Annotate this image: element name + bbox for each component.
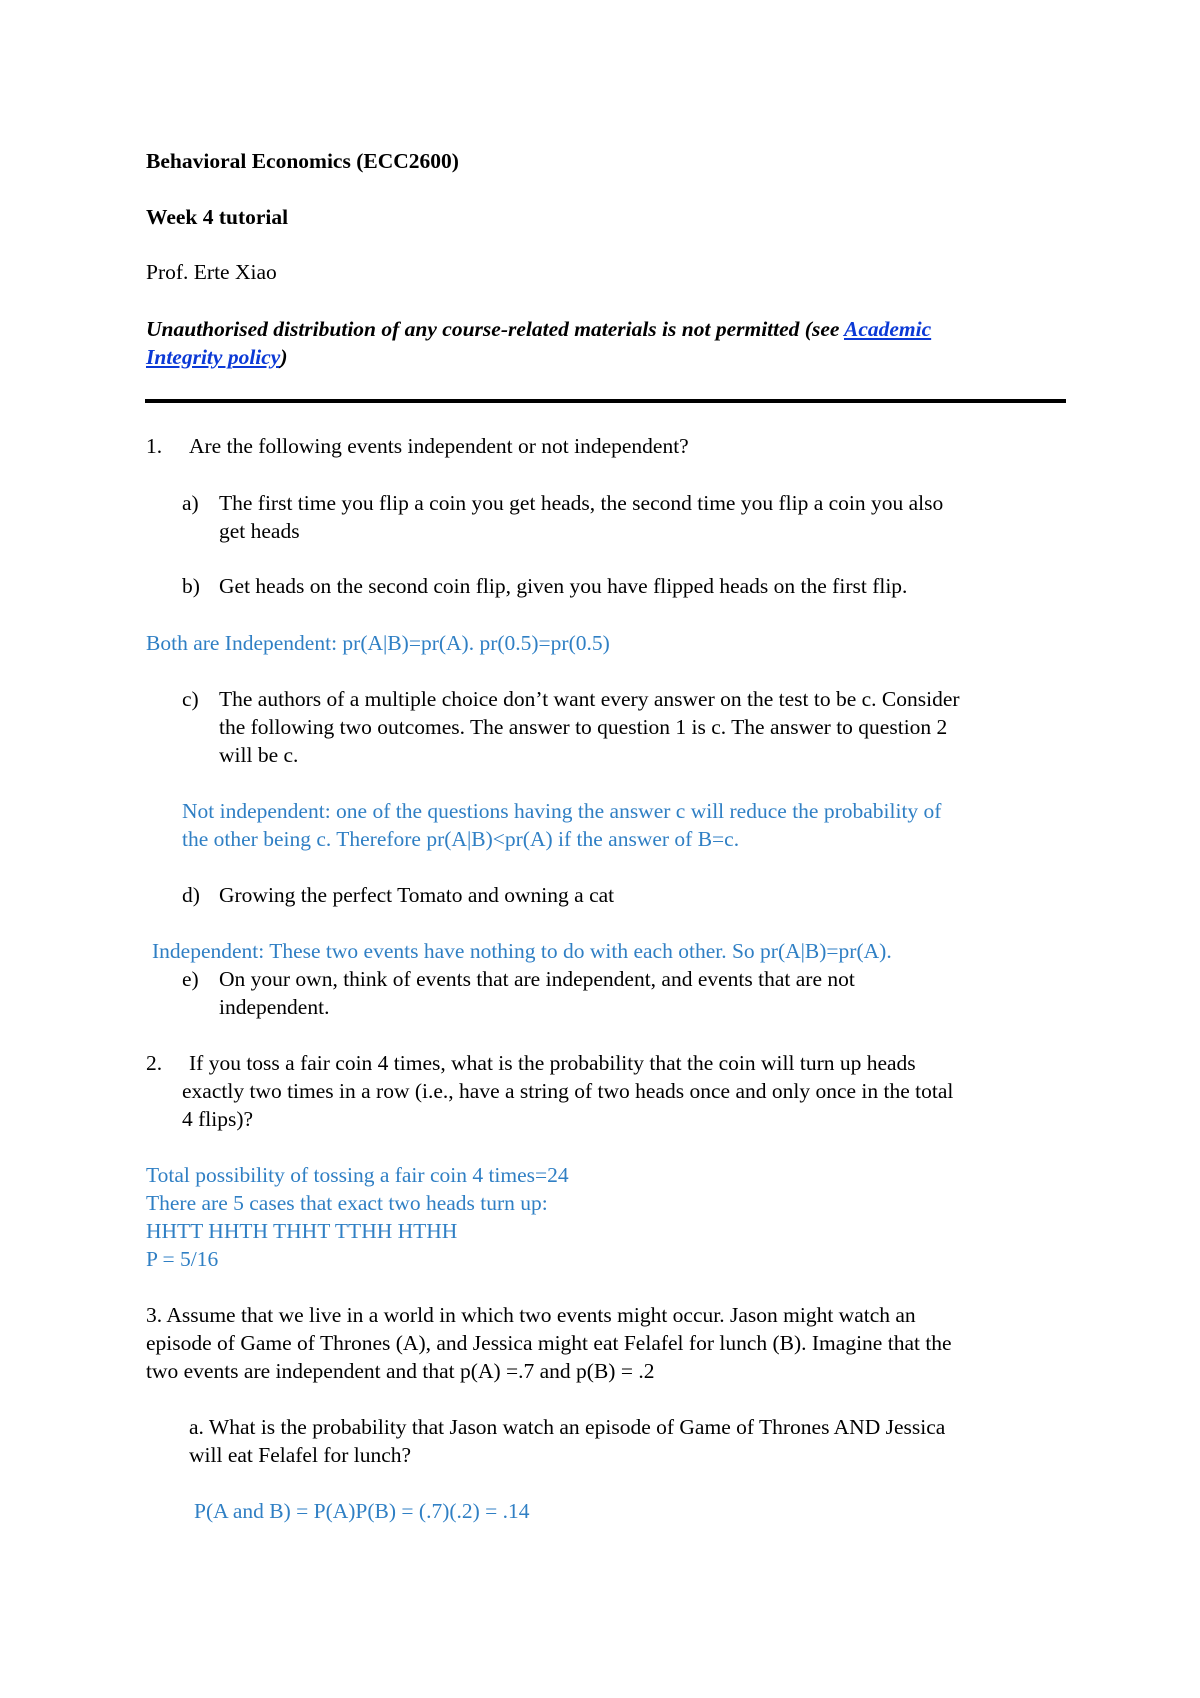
q3a-answer: P(A and B) = P(A)P(B) = (.7)(.2) = .14	[194, 1499, 530, 1523]
q1b-label: b)	[182, 574, 200, 598]
q1d-answer: Independent: These two events have nothing to do with each other. So pr(A|B)=pr(A).	[152, 939, 892, 963]
q2-number: 2.	[146, 1051, 163, 1075]
q2-text-line3: 4 flips)?	[182, 1107, 254, 1131]
notice-text: Unauthorised distribution of any course-related materials is not permitted (see	[146, 317, 844, 341]
q1c-answer-line2: the other being c. Therefore pr(A|B)<pr(A) if the answer of B=c.	[182, 827, 740, 851]
distribution-notice	[146, 315, 931, 343]
q1ab-answer: Both are Independent: pr(A|B)=pr(A). pr(0.5)=pr(0.5)	[146, 631, 610, 655]
q2-answer-line2: There are 5 cases that exact two heads turn up:	[146, 1191, 548, 1215]
q1-text: Are the following events independent or not independent?	[189, 434, 689, 458]
q1c-answer-line1: Not independent: one of the questions having the answer c will reduce the probability of	[182, 799, 942, 823]
q1-number: 1.	[146, 434, 163, 458]
q1a-label: a)	[182, 491, 199, 515]
academic-integrity-link-part1[interactable]: Academic	[843, 317, 932, 341]
q3-text-line3: two events are independent and that p(A) =.7 and p(B) = .2	[146, 1359, 655, 1383]
q1e-text-line1: On your own, think of events that are independent, and events that are not	[219, 967, 855, 991]
q1c-label: c)	[182, 687, 199, 711]
q3-text-line1: 3. Assume that we live in a world in which two events might occur. Jason might watch an	[146, 1303, 916, 1327]
notice-end: )	[280, 345, 288, 369]
q1a-text-line1: The first time you flip a coin you get heads, the second time you flip a coin you also	[219, 491, 944, 515]
q1d-text: Growing the perfect Tomato and owning a cat	[219, 883, 615, 907]
q1b-text: Get heads on the second coin flip, given you have flipped heads on the first flip.	[219, 574, 908, 598]
q1c-text-line1: The authors of a multiple choice don’t want every answer on the test to be c. Consider	[219, 687, 960, 711]
q2-text-line1: If you toss a fair coin 4 times, what is the probability that the coin will turn up heads	[189, 1051, 916, 1075]
q1c-text-line2: the following two outcomes. The answer to question 1 is c. The answer to question 2	[219, 715, 948, 739]
q2-answer-line4: P = 5/16	[146, 1247, 219, 1271]
q3a-text-line2: will eat Felafel for lunch?	[189, 1443, 412, 1467]
q2-answer-line1: Total possibility of tossing a fair coin 4 times=24	[146, 1163, 569, 1187]
professor-name: Prof. Erte Xiao	[146, 260, 277, 284]
academic-integrity-link-part2[interactable]: Integrity policy	[146, 345, 281, 369]
horizontal-rule	[145, 399, 1066, 403]
q1e-text-line2: independent.	[219, 995, 330, 1019]
q2-text-line2: exactly two times in a row (i.e., have a string of two heads once and only once in the total	[182, 1079, 954, 1103]
q1e-label: e)	[182, 967, 199, 991]
distribution-notice-line2	[146, 343, 288, 371]
q3a-text-line1: a. What is the probability that Jason watch an episode of Game of Thrones AND Jessica	[189, 1415, 946, 1439]
q1c-text-line3: will be c.	[219, 743, 299, 767]
q1d-label: d)	[182, 883, 200, 907]
week-heading: Week 4 tutorial	[146, 205, 289, 229]
q1a-text-line2: get heads	[219, 519, 300, 543]
course-title: Behavioral Economics (ECC2600)	[146, 149, 459, 173]
q2-answer-line3: HHTT HHTH THHT TTHH HTHH	[146, 1219, 458, 1243]
q3-text-line2: episode of Game of Thrones (A), and Jessica might eat Felafel for lunch (B). Imagine that the	[146, 1331, 952, 1355]
